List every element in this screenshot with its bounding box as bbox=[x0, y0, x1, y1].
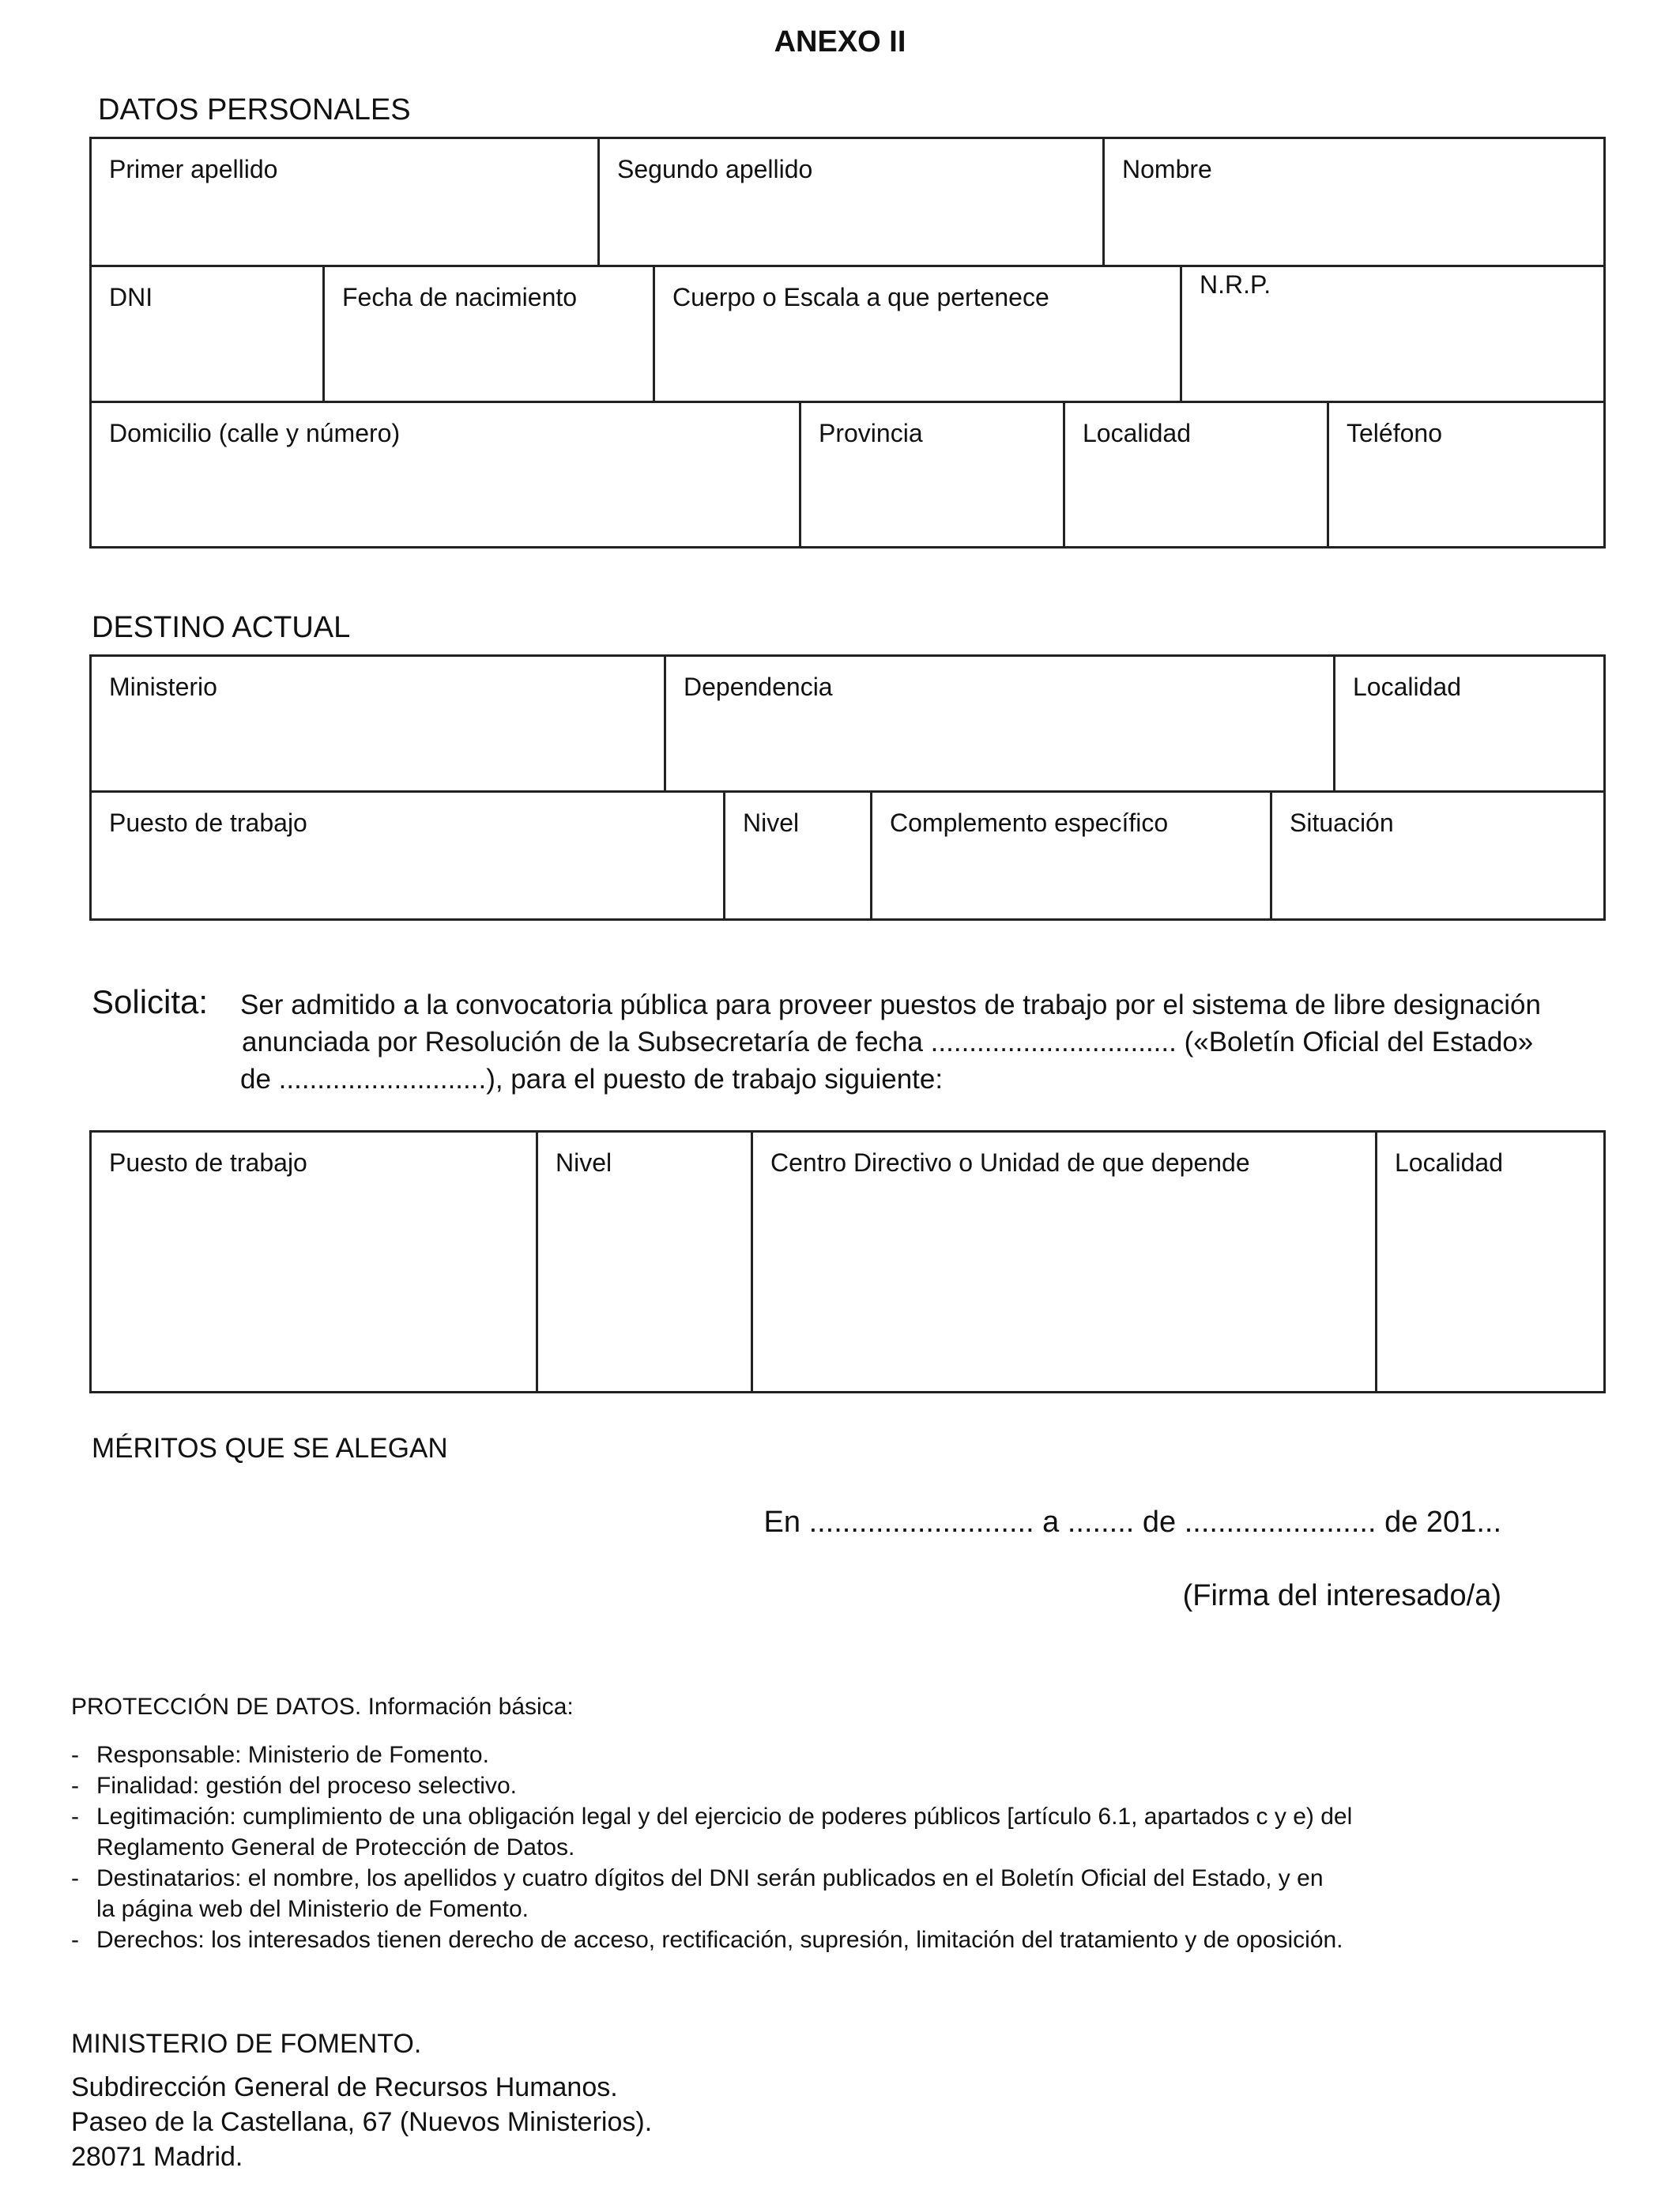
proteccion-heading: PROTECCIÓN DE DATOS. Información básica: bbox=[71, 1694, 574, 1720]
proteccion-item-destinatarios: - Destinatarios: el nombre, los apellidos y cuatro dígitos del DNI serán publicados en el Boletín Oficial del Estado, y en la página web del Ministerio de Fomento. bbox=[71, 1863, 1620, 1924]
ministerio-label: Ministerio bbox=[109, 673, 217, 701]
solicitado-nivel-label: Nivel bbox=[556, 1148, 612, 1177]
list-dash: - bbox=[71, 1773, 79, 1799]
segundo-apellido-field[interactable] bbox=[597, 139, 1102, 265]
meritos-heading: MÉRITOS QUE SE ALEGAN bbox=[92, 1433, 448, 1464]
puesto-solicitado-table bbox=[89, 1130, 1606, 1393]
dependencia-label: Dependencia bbox=[684, 673, 833, 701]
solicitado-localidad-field[interactable] bbox=[1375, 1133, 1603, 1391]
fecha-linea: En ........................... a ........ de ....................... de 201... bbox=[763, 1506, 1501, 1539]
destino-nivel-label: Nivel bbox=[743, 809, 800, 837]
domicilio-label: Domicilio (calle y número) bbox=[109, 419, 401, 447]
list-dash: - bbox=[71, 1865, 79, 1891]
nrp-label: N.R.P. bbox=[1200, 270, 1271, 299]
ministerio-field[interactable] bbox=[92, 657, 664, 790]
complemento-field[interactable] bbox=[870, 790, 1270, 918]
localidad-label: Localidad bbox=[1083, 419, 1191, 447]
datos-personales-table bbox=[89, 137, 1606, 548]
destino-actual-table bbox=[89, 654, 1606, 921]
centro-directivo-label: Centro Directivo o Unidad de que depende bbox=[770, 1148, 1250, 1177]
direccion-calle: Paseo de la Castellana, 67 (Nuevos Ministerios). bbox=[71, 2107, 653, 2137]
destino-localidad-label: Localidad bbox=[1353, 673, 1461, 701]
proteccion-item-finalidad: - Finalidad: gestión del proceso selectivo. bbox=[71, 1770, 1620, 1801]
destino-puesto-field[interactable] bbox=[92, 790, 723, 918]
nombre-label: Nombre bbox=[1122, 155, 1212, 183]
list-dash: - bbox=[71, 1742, 79, 1768]
proteccion-item-responsable: - Responsable: Ministerio de Fomento. bbox=[71, 1740, 1620, 1770]
solicitado-nivel-field[interactable] bbox=[536, 1133, 751, 1391]
domicilio-field[interactable] bbox=[92, 401, 799, 546]
section-heading-destino-actual: DESTINO ACTUAL bbox=[92, 611, 351, 644]
complemento-label: Complemento específico bbox=[890, 809, 1169, 837]
solicita-line-3: de ...........................), para el puesto de trabajo siguiente: bbox=[240, 1064, 944, 1095]
situacion-field[interactable] bbox=[1270, 790, 1603, 918]
telefono-field[interactable] bbox=[1327, 401, 1603, 546]
centro-directivo-field[interactable] bbox=[751, 1133, 1375, 1391]
cuerpo-escala-label: Cuerpo o Escala a que pertenece bbox=[672, 283, 1049, 311]
fecha-nacimiento-field[interactable] bbox=[322, 265, 653, 401]
destino-localidad-field[interactable] bbox=[1333, 657, 1603, 790]
direccion-ministerio: MINISTERIO DE FOMENTO. bbox=[71, 2029, 422, 2059]
proteccion-item-legitimacion: - Legitimación: cumplimiento de una obligación legal y del ejercicio de poderes públicos [artículo 6.1, apartados c y e) del Reglamento General de Protección de Datos. bbox=[71, 1801, 1620, 1863]
direccion-subdireccion: Subdirección General de Recursos Humanos. bbox=[71, 2072, 618, 2102]
firma-label: (Firma del interesado/a) bbox=[1182, 1579, 1501, 1612]
destino-nivel-field[interactable] bbox=[723, 790, 870, 918]
provincia-label: Provincia bbox=[819, 419, 923, 447]
dni-field[interactable] bbox=[92, 265, 322, 401]
section-heading-datos-personales: DATOS PERSONALES bbox=[98, 93, 411, 126]
solicitado-puesto-label: Puesto de trabajo bbox=[109, 1148, 307, 1177]
telefono-label: Teléfono bbox=[1347, 419, 1442, 447]
dni-label: DNI bbox=[109, 283, 153, 311]
solicitado-puesto-field[interactable] bbox=[92, 1133, 536, 1391]
primer-apellido-label: Primer apellido bbox=[109, 155, 278, 183]
proteccion-list bbox=[71, 1740, 1620, 1955]
solicita-line-2: anunciada por Resolución de la Subsecretaría de fecha ................................ («Boletín Oficial del Estado» bbox=[242, 1027, 1534, 1057]
page-title: ANEXO II bbox=[774, 25, 906, 58]
nombre-field[interactable] bbox=[1102, 139, 1603, 265]
list-dash: - bbox=[71, 1804, 79, 1830]
cuerpo-escala-field[interactable] bbox=[653, 265, 1180, 401]
destino-puesto-label: Puesto de trabajo bbox=[109, 809, 307, 837]
nrp-field[interactable] bbox=[1180, 265, 1603, 401]
fecha-nacimiento-label: Fecha de nacimiento bbox=[342, 283, 578, 311]
solicita-label: Solicita: bbox=[92, 983, 209, 1020]
direccion-ciudad: 28071 Madrid. bbox=[71, 2142, 243, 2172]
provincia-field[interactable] bbox=[799, 401, 1063, 546]
list-dash: - bbox=[71, 1927, 79, 1953]
solicitado-localidad-label: Localidad bbox=[1395, 1148, 1503, 1177]
primer-apellido-field[interactable] bbox=[92, 139, 597, 265]
segundo-apellido-label: Segundo apellido bbox=[617, 155, 813, 183]
situacion-label: Situación bbox=[1290, 809, 1394, 837]
dependencia-field[interactable] bbox=[664, 657, 1333, 790]
proteccion-item-derechos: - Derechos: los interesados tienen derecho de acceso, rectificación, supresión, limitación del tratamiento y de oposición. bbox=[71, 1924, 1620, 1955]
solicita-line-1: Ser admitido a la convocatoria pública para proveer puestos de trabajo por el sistema de libre designación bbox=[240, 990, 1541, 1020]
localidad-field[interactable] bbox=[1063, 401, 1327, 546]
